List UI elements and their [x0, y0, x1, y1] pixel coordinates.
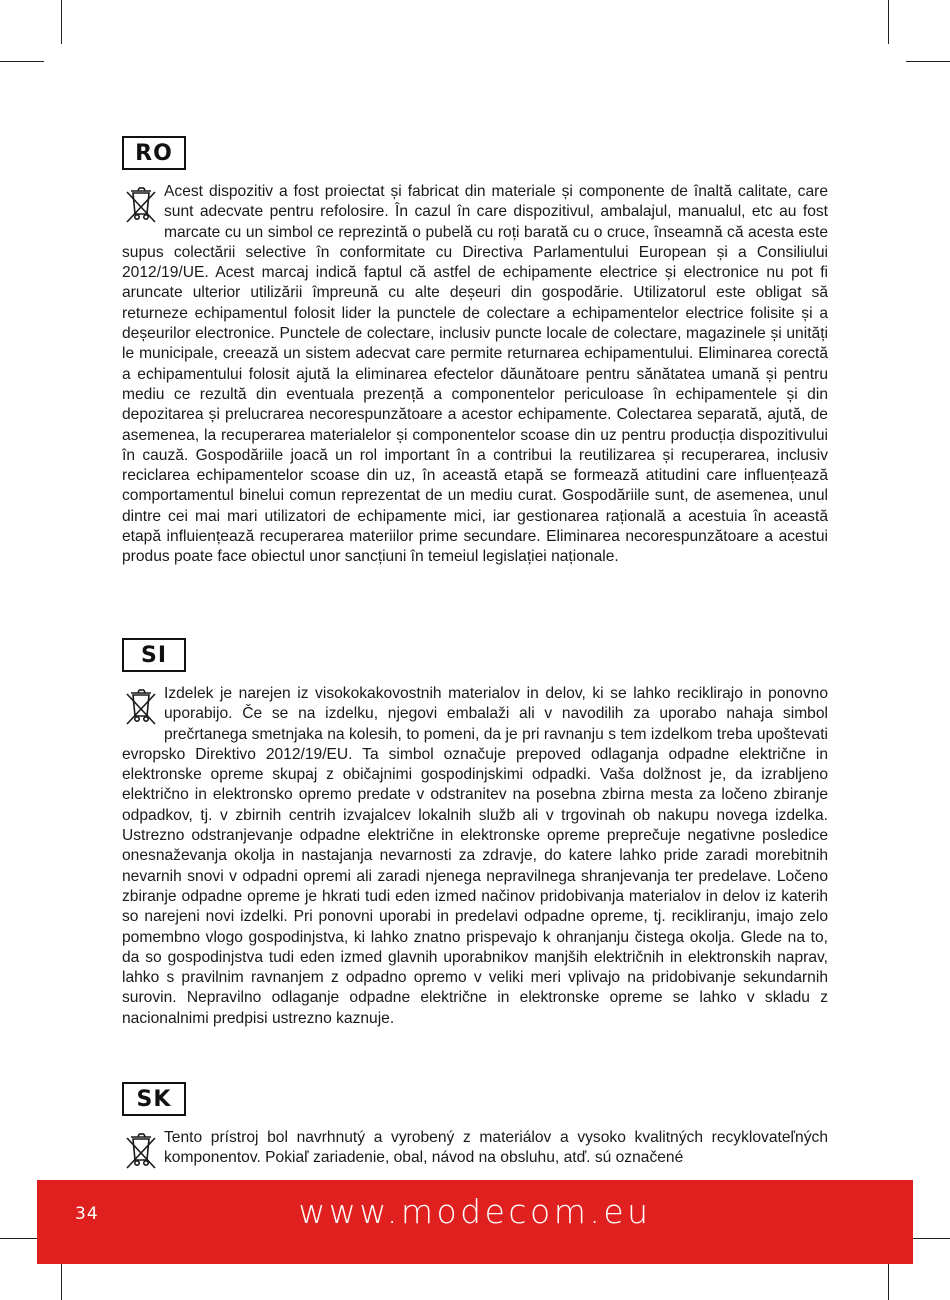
paragraph-text: Izdelek je narejen iz visokokakovostnih materialov in delov, ki se lahko reciklirajo in ponovno uporabijo. Če se na izdelku, njegovi embalaži ali v navodilih za uporabo nahaja simbol prečrtanega smetnjaka na kolesih, to pomeni, da je pri ravnanju s tem izdelkom treba upoštevati evropsko Direktivo 2012/19/EU. Ta simbol označuje prepoved odlaganja odpadne električne in elektronske opreme skupaj z običajnimi gospodinjskimi odpadki. Vaša dolžnost je, da izrabljeno električno in elektronsko opremo predate v odstranitev na posebna zbirna mesta za ločeno zbiranje odpadkov, tj. v zbirnih centrih izvajalcev lokalnih služb ali v trgovinah ob nakupu novega izdelka. Ustrezno odstranjevanje odpadne električne in elektronske opreme preprečuje negativne posledice onesnaževanja okolja in nastajanja nevarnosti za zdravje, do katere lahko pride zaradi morebitnih nevarnih snovi v odpadni opremi ali zaradi njenega nepravilnega shranjevanja ter predelave. Ločeno zbiranje odpadne opreme je hkrati tudi eden izmed načinov pridobivanja materialov in delov iz katerih so narejeni novi izdelki. Pri ponovni uporabi in predelavi odpadne opreme, tj. recikliranju, imajo zelo pomembno vlogo gospodinjstva, ki lahko znatno prispevajo k ohranjanju čistega okolja. Glede na to, da so gospodinjstva tudi eden izmed glavnih uporabnikov manjših električnih in elektronskih naprav, lahko s pravilnim ravnanjem z odpadno opremo v veliki meri vplivajo na pridobivanje sekundarnih surovin. Nepravilno odlaganje odpadne električne in elektronske opreme se lahko v skladu z nacionalnimi predpisi ustrezno kaznuje. [122, 685, 828, 1027]
paragraph-text: Tento prístroj bol navrhnutý a vyrobený z materiálov a vysoko kvalitných recyklovateľných komponentov. Pokiaľ zariadenie, obal, návod na obsluhu, atď. sú označené [164, 1129, 828, 1167]
crossed-out-wheelie-bin-icon [122, 184, 160, 228]
disposal-notice-text [122, 182, 828, 568]
section-sk [122, 1082, 828, 1174]
page-number: 34 [75, 1204, 99, 1224]
disposal-notice-text [122, 684, 828, 1029]
section-si [122, 638, 828, 1029]
section-ro [122, 136, 828, 568]
language-code-badge: SK [122, 1082, 186, 1116]
website-link[interactable]: www.modecom.eu [298, 1192, 652, 1231]
disposal-notice-text [122, 1128, 828, 1169]
paragraph-text: Acest dispozitiv a fost proiectat și fabricat din materiale și componente de înaltă calitate, care sunt adecvate pentru refolosire. În cazul în care dispozitivul, ambalajul, manualul, etc au fost marcate cu un simbol ce reprezintă o pubelă cu roți barată cu o cruce, înseamnă că acesta este supus colectării selective în conformitate cu Directiva Parlamentului European și a Consiliului 2012/19/UE. Acest marcaj indică faptul că astfel de echipamente electrice și electronice nu pot fi aruncate ulterior utilizării împreună cu alte deșeuri din gospodărie. Utilizatorul este obligat să returneze echipamentul folosit lider la punctele de colectare a echipamentelor electrice folisite și a deșeurilor electronice. Punctele de colectare, inclusiv puncte locale de colectare, magazinele și unități le municipale, creează un sistem adecvat care permite returnarea echipamentului. Eliminarea corectă a echipamentului folosit ajută la eliminarea efectelor dăunătoare pentru sănătatea umană și pentru mediu ce rezultă din eventuala prezență a componentelor periculoase în echipamentele și din depozitarea și prelucrarea necorespunzătoare a acestor echipamente. Colectarea separată, ajută, de asemenea, la recuperarea materialelor și componentelor scoase din uz pentru producția dispozitivului în cauză. Gospodăriile joacă un rol important în a contribui la reutilizarea și recuperarea, inclusiv reciclarea echipamentelor scoase din uz, în această etapă se formează atitudini care influențează comportamentul binelui comun reprezentat de un mediu curat. Gospodăriile sunt, de asemenea, unul dintre cei mai mari utilizatori de echipamente mici, iar gestionarea rațională a acestuia în această etapă influiențează recuperarea materiilor prime secundare. Eliminarea necorespunzătoare a acestui produs poate face obiectul unor sancțiuni în temeiul legislației naționale. [122, 183, 828, 566]
crop-mark [0, 61, 44, 62]
crossed-out-wheelie-bin-icon [122, 686, 160, 730]
crop-mark [906, 61, 950, 62]
language-code-badge: RO [122, 136, 186, 170]
footer-band [37, 1180, 913, 1264]
crossed-out-wheelie-bin-icon [122, 1130, 160, 1174]
crop-mark [61, 0, 62, 44]
language-code-badge: SI [122, 638, 186, 672]
crop-mark [888, 0, 889, 44]
